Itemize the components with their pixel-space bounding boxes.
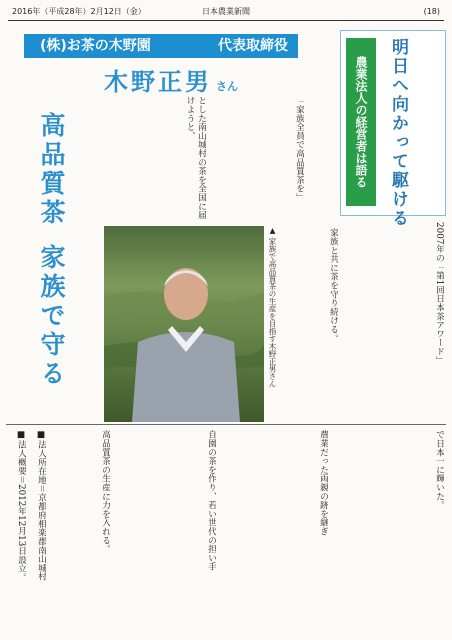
portrait-photo bbox=[104, 226, 264, 422]
article-column: 「家族全員で高品質茶を」 bbox=[294, 96, 304, 202]
person-name-suffix: さん bbox=[216, 80, 238, 93]
company-address: ■法人所在地＝京都府相楽郡南山城村 bbox=[36, 430, 46, 581]
article-column: とした南山城村の茶を全国に届けようと、 bbox=[184, 96, 206, 220]
portrait-illustration bbox=[104, 226, 264, 422]
series-subtitle: 農業法人の経営者は語る bbox=[346, 38, 376, 206]
headline-line-1: 高品質茶 bbox=[37, 112, 66, 228]
newspaper-header bbox=[8, 4, 444, 21]
section-divider bbox=[6, 424, 446, 425]
newspaper-name: 日本農業新聞 bbox=[202, 7, 250, 16]
article-column: 高品質茶の生産に力を入れる。 bbox=[100, 430, 110, 554]
person-name bbox=[104, 62, 238, 97]
photo-caption: ▲ 家族で高品質茶の生産を目指す木野正男さん bbox=[268, 226, 277, 388]
article-column: 2007年の「第1回日本茶アワード」 bbox=[434, 222, 444, 365]
page-number: (18) bbox=[423, 7, 440, 16]
series-title: 明日へ向かって駆ける bbox=[388, 38, 408, 228]
headline-line-2: 家族で守る bbox=[37, 244, 66, 389]
person-name-text: 木野正男 bbox=[104, 68, 212, 96]
person-role: 代表取締役 bbox=[218, 38, 288, 54]
article-headline bbox=[36, 112, 66, 389]
company-profile: ■法人概要＝2012年12月13日設立。 bbox=[16, 430, 26, 582]
article-column: で日本一に輝いた。 bbox=[434, 430, 444, 510]
article-column: 農業だった両親の跡を継ぎ bbox=[318, 430, 328, 536]
company-name: (株)お茶の木野園 bbox=[40, 38, 151, 54]
issue-date: 2016年（平成28年）2月12日（金） bbox=[12, 7, 146, 16]
article-column: 家族と共に茶を守り続ける。 bbox=[328, 228, 338, 343]
article-column: 自園の茶を作り、若い世代の担い手 bbox=[206, 430, 216, 571]
company-banner bbox=[24, 34, 298, 58]
